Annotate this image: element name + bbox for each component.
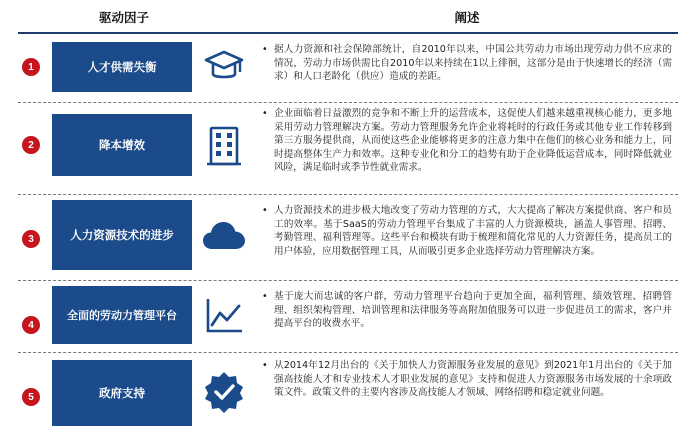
factor-row-1 <box>0 36 689 98</box>
factor-label-1: 人才供需失衡 <box>52 42 192 92</box>
verified-badge-icon <box>198 366 250 418</box>
header-left: 驱动因子 <box>98 10 149 25</box>
graduation-cap-icon <box>198 41 250 93</box>
cloud-icon <box>198 210 250 262</box>
description-text-1: 据人力资源和社会保障部统计，自2010年以来，中国公共劳动力市场出现劳动力供不应求的情况，劳动力市场供需比自2010年以来持续在1以上徘徊，这部分是由于快速增长的经济（需求）和人口老龄化（供应）造成的差距。 <box>274 44 672 82</box>
row-divider <box>18 102 678 103</box>
bullet-3: • <box>262 205 268 216</box>
bullet-5: • <box>262 360 268 371</box>
factor-label-2: 降本增效 <box>52 114 192 176</box>
bullet-2: • <box>262 108 268 119</box>
factor-label-5: 政府支持 <box>52 360 192 426</box>
factor-description-1 <box>262 43 672 84</box>
number-badge-1: 1 <box>22 58 40 76</box>
description-text-2: 企业面临着日益激烈的竞争和不断上升的运营成本，这促使人们越来越重视核心能力，更多地采用劳动力管理解决方案。劳动力管理服务允许企业将耗时的行政任务或其他专业工作转移到第三方服务提供商，从而使这些企业能够将更多的注意力集中在他们的核心业务和能力上，同时提高整体生产力和效率。这种专业化和分工的趋势有助于企业降低运营成本，同时降低就业风险，满足临时或季节性就业需求。 <box>274 108 672 173</box>
header-rule <box>18 32 678 34</box>
number-badge-3: 3 <box>22 230 40 248</box>
factor-row-2 <box>0 104 689 194</box>
factor-description-4 <box>262 290 672 331</box>
building-icon <box>198 120 250 172</box>
factor-description-5 <box>262 359 672 400</box>
number-badge-5: 5 <box>22 388 40 406</box>
factor-description-3 <box>262 204 672 258</box>
factor-label-3: 人力资源技术的进步 <box>52 200 192 270</box>
line-chart-icon <box>198 290 250 342</box>
row-divider <box>18 280 678 281</box>
number-badge-4: 4 <box>22 316 40 334</box>
description-text-3: 人力资源技术的进步极大地改变了劳动力管理的方式，大大提高了解决方案提供商、客户和员工的效率。基于SaaS的劳动力管理平台集成了丰富的人力资源模块，涵盖人事管理、招聘、考勤管理、福利管理等。这些平台和模块有助于梳理和简化常见的人力资源任务，提高员工的用户体验，应用数据管理工具，从而吸引更多企业选择劳动力管理解决方案。 <box>274 205 672 257</box>
factor-description-2 <box>262 107 672 175</box>
factor-row-3 <box>0 196 689 278</box>
bullet-1: • <box>262 44 268 55</box>
number-badge-2: 2 <box>22 136 40 154</box>
header-right: 阐述 <box>454 10 480 25</box>
row-divider <box>18 194 678 195</box>
factor-row-5 <box>0 354 689 434</box>
bullet-4: • <box>262 291 268 302</box>
row-divider <box>18 352 678 353</box>
description-text-4: 基于庞大而忠诚的客户群，劳动力管理平台趋向于更加全面，福利管理、绩效管理、招聘管理、组织架构管理、培训管理和法律服务等高附加值服务可以进一步促进员工的需求，客户并提高平台的收费水平。 <box>274 291 672 329</box>
factor-label-4: 全面的劳动力管理平台 <box>52 286 192 344</box>
factor-row-4 <box>0 282 689 350</box>
description-text-5: 从2014年12月出台的《关于加快人力资源服务业发展的意见》到2021年1月出台的《关于加强高技能人才和专业技术人才职业发展的意见》支持和促进人力资源服务市场发展的十余项政策文件。政策文件的主要内容涉及高技能人才领域、网络招聘和稳定就业问题。 <box>274 360 672 398</box>
